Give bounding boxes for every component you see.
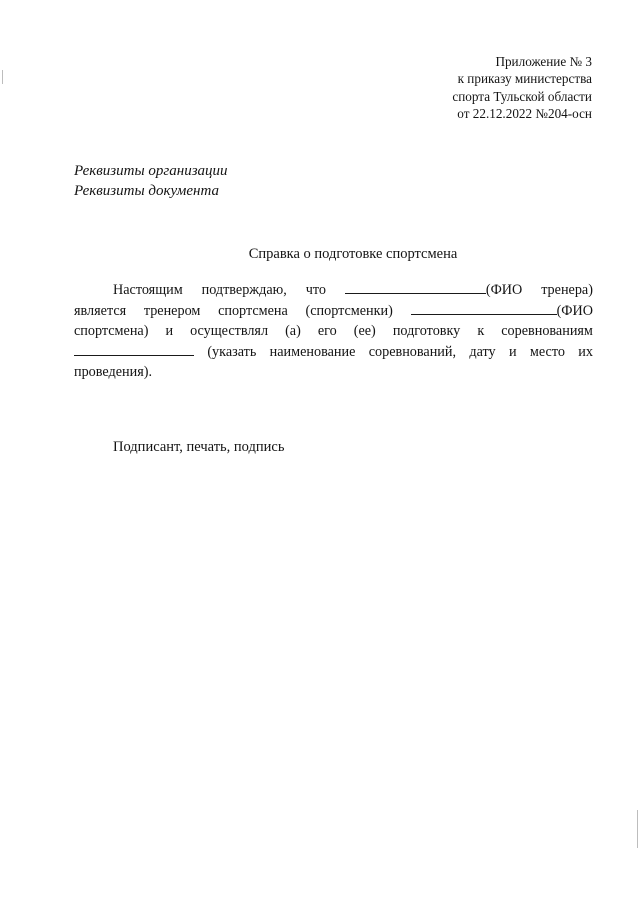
body-line-1: Настоящим подтверждаю, что (ФИО тренера) (113, 282, 593, 298)
signature-line: Подписант, печать, подпись (113, 439, 285, 455)
certificate-body (74, 280, 593, 383)
body-line-3: спортсмена) и осуществлял (а) его (ее) подготовку к соревнованиям (74, 323, 593, 339)
body-line-2: является тренером спортсмена (спортсменки) (ФИО (74, 302, 593, 319)
requisites-block (74, 161, 228, 201)
appendix-order-ref: к приказу министерства (457, 71, 592, 87)
document-requisites: Реквизиты документа (74, 183, 219, 199)
scan-margin-mark (637, 810, 638, 848)
document-title: Справка о подготовке спортсмена (248, 246, 458, 262)
appendix-date-number: от 22.12.2022 №204-осн (457, 105, 592, 121)
appendix-ministry: спорта Тульской области (452, 88, 592, 104)
coach-name-blank (345, 280, 486, 294)
competition-blank (74, 342, 194, 356)
appendix-number: Приложение № 3 (495, 54, 592, 69)
body-line-5: проведения). (74, 364, 153, 380)
scan-margin-mark-left (2, 70, 3, 84)
appendix-block (452, 53, 592, 122)
athlete-name-blank (411, 301, 557, 315)
organization-requisites: Реквизиты организации (74, 163, 228, 179)
body-line-4: (указать наименование соревнований, дату и место их (74, 342, 593, 363)
